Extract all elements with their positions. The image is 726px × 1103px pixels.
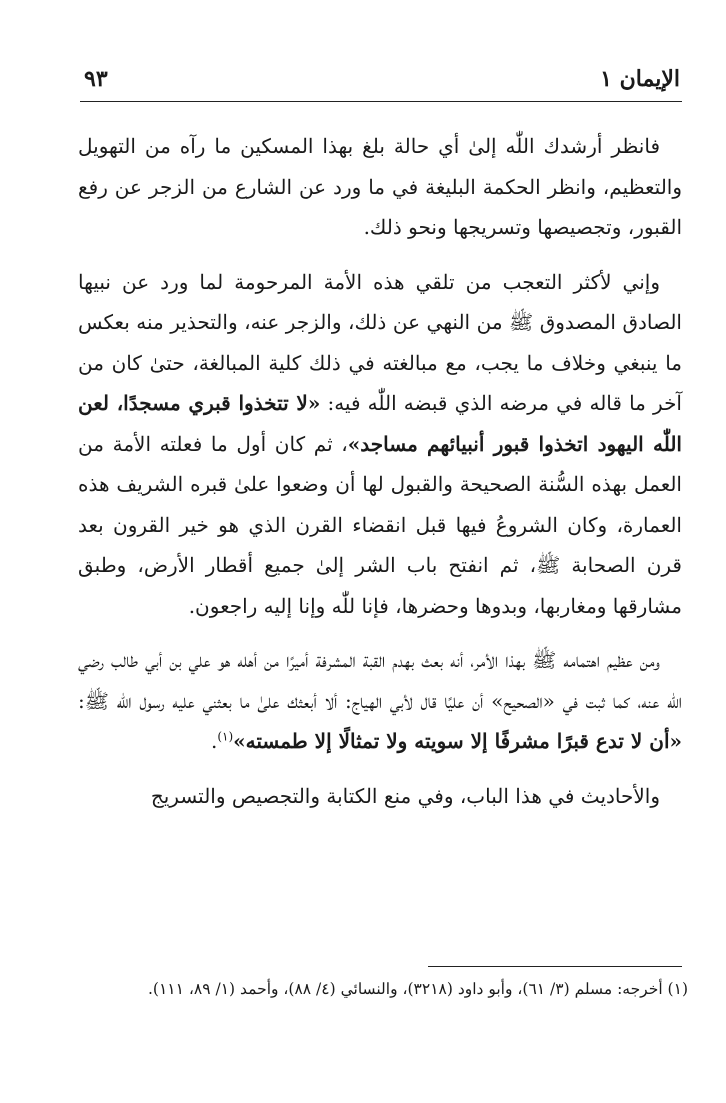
footnote-ref: (١)	[217, 729, 234, 744]
text-run: والأحاديث في هذا الباب، وفي منع الكتابة والتجصيص والتسريج	[150, 783, 660, 808]
book-title: الإيمان ١	[600, 66, 680, 92]
body-text	[78, 126, 682, 816]
page-number: ٩٣	[84, 66, 108, 92]
paragraph	[78, 126, 682, 248]
hadith-quote: «لا تتخذوا قبري مسجدًا، لعن اللّٰه اليهود اتخذوا قبور أنبيائهم مساجد»	[78, 391, 682, 456]
text-run: وإني لأكثر التعجب من تلقي هذه الأمة المرحومة لما ورد عن نبيها الصادق المصدوق ﷺ من النهي عن ذلك، والزجر عنه، والتحذير منه بعكس ما ينبغي وخلاف ما يجب، مع مبالغته في ذلك كلية المبالغة، حتىٰ كان من آخر ما قاله في مرضه الذي قبضه اللّٰه فيه:	[78, 269, 682, 415]
text-run: ومن عظيم اهتمامه ﷺ بهذا الأمر، أنه بعث بهدم القبة المشرفة أميرًا من أهله هو علي بن أبي طالب رضي الله عنه، كما ثبت في «الصحيح» أن عليًا قال لأبي الهياج: ألا أبعثك علىٰ ما بعثني عليه رسول اللّٰه ﷺ:	[78, 648, 682, 713]
text-run: ، ثم كان أول ما فعلته الأمة من العمل بهذه السُّنة الصحيحة والقبول لها أن وضعوا علىٰ قبره الشريف هذه العمارة، وكان الشروعُ فيها قبل انقضاء القرن الذي هو خير القرون بعد قرن الصحابة ﷺ، ثم انفتح باب الشر إلىٰ جميع أقطار الأرض، وطبق مشارقها ومغاربها، وبدوها وحضرها، فإنا للّٰه وإنا إليه راجعون.	[78, 431, 682, 618]
paragraph	[78, 776, 682, 817]
text-run: فانظر أرشدك اللّٰه إلىٰ أي حالة بلغ بهذا المسكين ما رآه من التهويل والتعظيم، وانظر الحكمة البليغة في ما ورد عن الشارع من الزجر عن رفع القبور، وتجصيصها وتسريجها ونحو ذلك.	[78, 134, 682, 239]
page-header	[84, 62, 680, 96]
hadith-quote: «أن لا تدع قبرًا مشرفًا إلا سويته ولا تمثالًا إلا طمسته»	[233, 729, 682, 753]
header-divider	[80, 101, 682, 102]
text-run: .	[210, 729, 218, 753]
paragraph	[78, 262, 682, 627]
paragraph	[78, 640, 682, 762]
footnote-divider	[428, 966, 682, 967]
footnote: (١) أخرجه: مسلم (٣/ ٦١)، وأبو داود (٣٢١٨)، والنسائي (٤/ ٨٨)، وأحمد (١/ ٨٩، ١١١).	[148, 980, 688, 998]
